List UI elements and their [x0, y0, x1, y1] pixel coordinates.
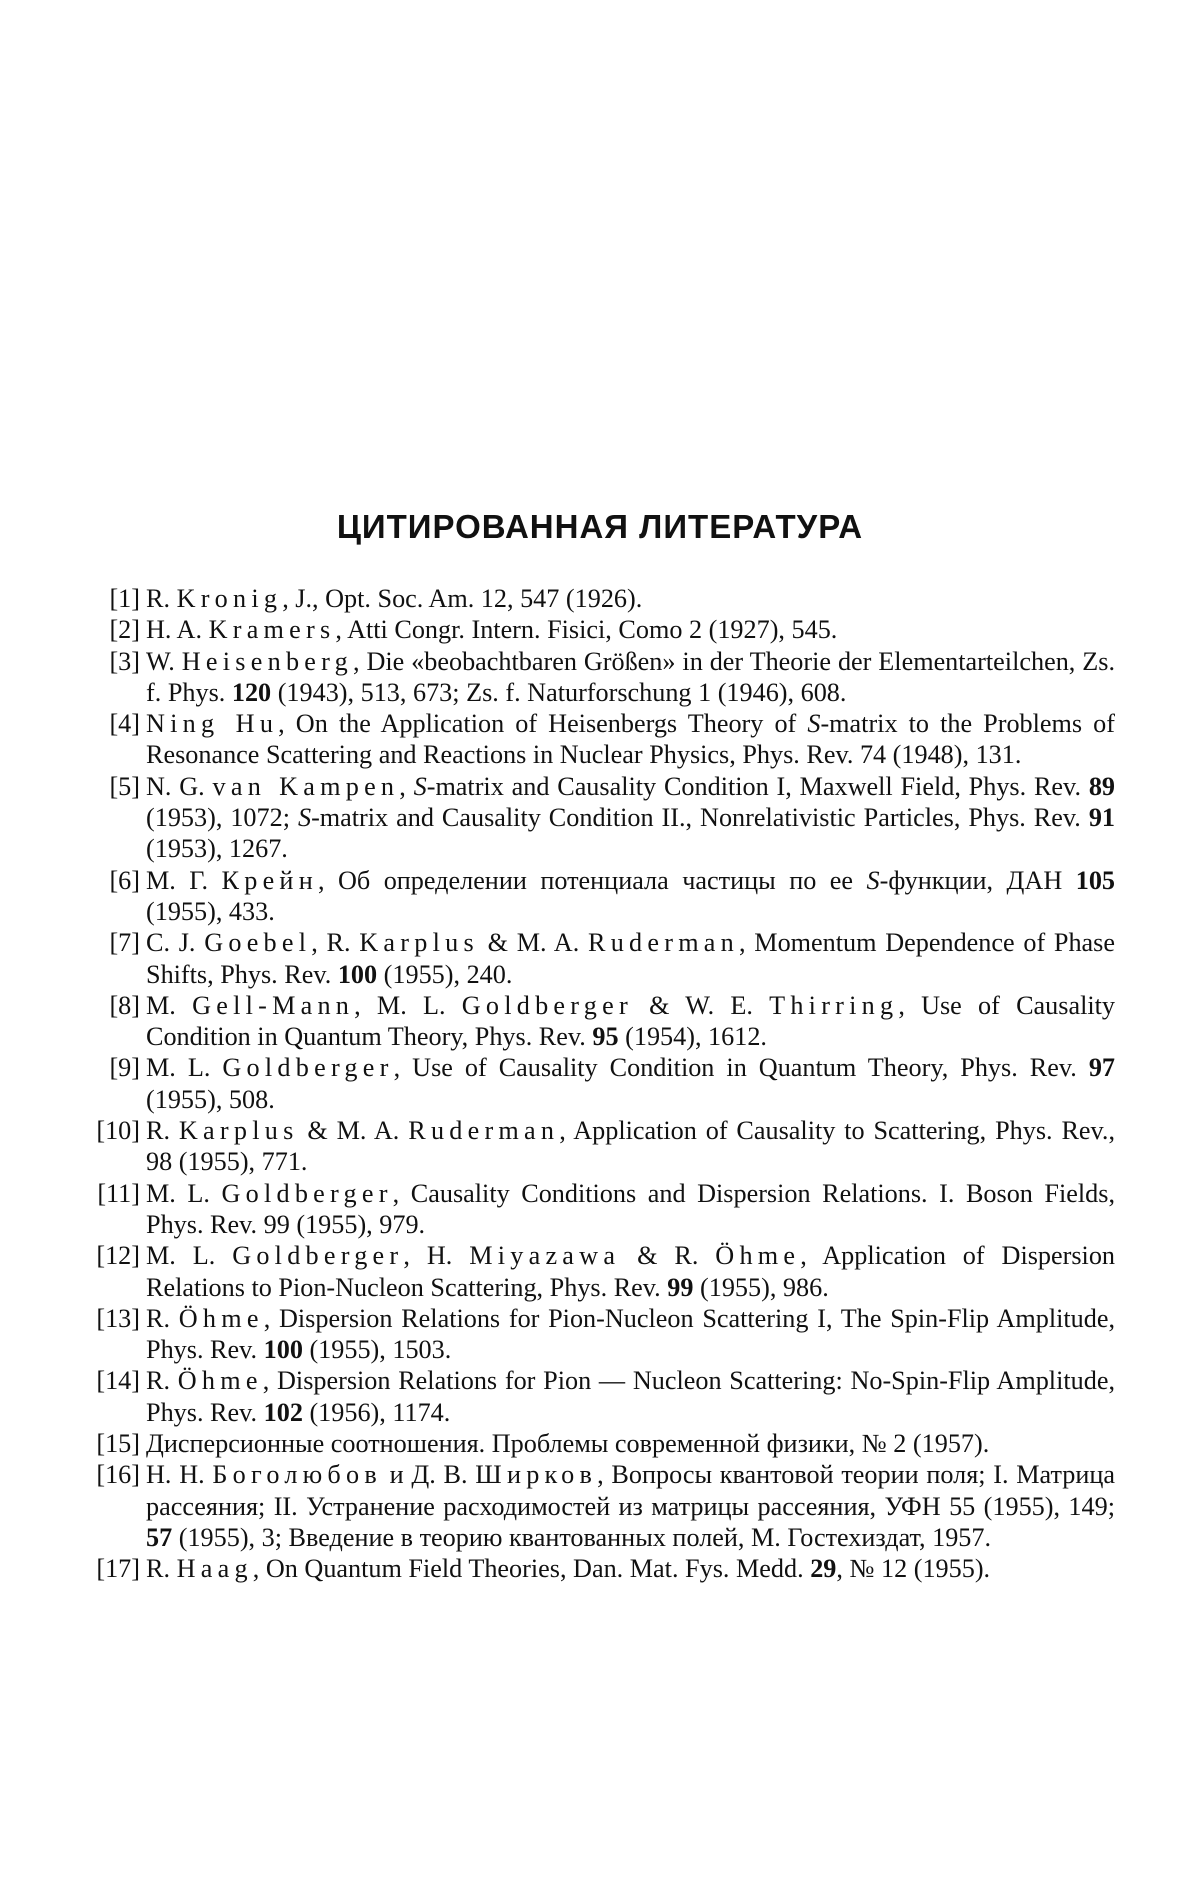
author-name: Goebel: [204, 928, 312, 958]
reference-item: [70, 1115, 1115, 1178]
author-name: Kramers: [208, 615, 336, 645]
reference-text: [146, 1460, 1115, 1552]
reference-number: [1]: [109, 584, 140, 613]
reference-text-part: & M. A.: [298, 1116, 409, 1146]
volume-number: 120: [231, 677, 272, 707]
reference-text-part: M. L.: [146, 1178, 222, 1208]
reference-item: [70, 614, 1115, 645]
reference-text-part: N. G.: [146, 771, 213, 801]
reference-text-part: , Use of Causality Condition in Quantum Theory, Phys. Rev.: [393, 1053, 1089, 1083]
author-name: Heisenberg: [181, 646, 353, 676]
reference-item: [70, 990, 1115, 1053]
reference-text-part: М. Г.: [146, 865, 222, 895]
reference-text-part: S: [807, 709, 821, 739]
author-name: Goldberger: [461, 990, 633, 1020]
reference-text-part: (1953), 1267.: [146, 834, 288, 864]
reference-item: [70, 927, 1115, 990]
reference-item: [70, 646, 1115, 709]
reference-number: [12]: [96, 1241, 140, 1271]
reference-text-part: Дисперсионные соотношения. Проблемы современной физики, № 2 (1957).: [146, 1429, 990, 1459]
reference-text: [146, 584, 642, 613]
author-name: Haag: [176, 1554, 253, 1584]
reference-item: [70, 1240, 1115, 1303]
reference-item: [70, 1178, 1115, 1241]
reference-text-part: S: [297, 803, 312, 833]
reference-text: [146, 1366, 1115, 1426]
reference-text-part: , Dispersion Relations for Pion-Nucleon Scattering I, The Spin-Flip Amplitude, Phys. Rev.: [146, 1303, 1115, 1365]
reference-number: [16]: [96, 1460, 140, 1490]
author-name: Ruderman: [408, 1116, 560, 1146]
author-name: Ruderman: [588, 928, 740, 958]
reference-item: [70, 583, 1115, 614]
reference-number: [17]: [96, 1554, 140, 1584]
reference-number: [6]: [109, 865, 140, 895]
reference-item: [70, 1553, 1115, 1584]
reference-text-part: -matrix to the Problems of Resonance Scattering and Reactions in Nuclear Physics, Phys. Rev. 74 (1948), 131.: [146, 709, 1115, 770]
author-name: Karplus: [178, 1116, 299, 1146]
volume-number: 29: [810, 1554, 837, 1584]
reference-text-part: , Die «beobachtbaren Größen» in der Theorie der Elementarteilchen, Zs. f. Phys.: [146, 646, 1115, 707]
author-name: Thirring: [769, 990, 899, 1020]
reference-text-part: & M. A.: [478, 928, 588, 958]
reference-text-part: H. A.: [146, 615, 209, 645]
reference-text-part: S: [866, 865, 880, 895]
volume-number: 100: [263, 1335, 303, 1365]
reference-text: [146, 772, 1115, 864]
reference-number: [4]: [109, 709, 140, 739]
author-name: Karplus: [359, 928, 479, 958]
reference-text-part: , Momentum Dependence of Phase Shifts, Phys. Rev.: [146, 928, 1115, 989]
volume-number: 97: [1088, 1053, 1115, 1083]
reference-text-part: -функции, ДАН: [879, 865, 1076, 895]
reference-text-part: , On Quantum Field Theories, Dan. Mat. Fys. Medd.: [252, 1554, 811, 1584]
reference-number: [2]: [109, 615, 140, 645]
volume-number: 99: [667, 1272, 694, 1302]
author-name: Öhme: [715, 1241, 801, 1271]
author-name: Боголюбов: [212, 1460, 382, 1490]
reference-text-part: ,: [399, 771, 414, 801]
reference-text-part: R.: [146, 584, 177, 613]
reference-text-part: (1953), 1072;: [146, 803, 298, 833]
reference-text-part: W.: [146, 646, 182, 676]
reference-text: [146, 1116, 1115, 1176]
reference-text-part: , Atti Congr. Intern. Fisici, Como 2 (1927), 545.: [335, 615, 838, 645]
author-name: Öhme: [178, 1303, 264, 1333]
reference-text-part: M. L.: [146, 1241, 233, 1271]
reference-text-part: R.: [146, 1303, 179, 1333]
reference-number: [5]: [109, 771, 140, 801]
author-name: van Kampen: [212, 771, 400, 801]
reference-text-part: S: [413, 771, 427, 801]
reference-text-part: (1954), 1612.: [618, 1022, 767, 1052]
reference-number: [15]: [96, 1429, 140, 1459]
reference-text-part: R.: [146, 1366, 178, 1396]
reference-item: [70, 1459, 1115, 1553]
reference-text-part: (1955), 240.: [377, 959, 513, 989]
reference-number: [3]: [109, 646, 140, 676]
reference-number: [7]: [109, 928, 140, 958]
reference-number: [11]: [97, 1178, 140, 1208]
reference-text: [146, 615, 837, 644]
volume-number: 91: [1088, 803, 1115, 833]
reference-text-part: , Dispersion Relations for Pion — Nucleon Scattering: No-Spin-Flip Amplitude, Phys. Rev.: [146, 1366, 1115, 1427]
reference-text-part: , On the Application of Heisenbergs Theory of: [278, 709, 808, 739]
reference-text: [146, 709, 1115, 769]
author-name: Öhme: [177, 1366, 263, 1396]
author-name: Goldberger: [222, 1053, 394, 1083]
reference-text-part: , Об определении потенциала частицы по ее: [317, 865, 867, 895]
page-title: ЦИТИРОВАННАЯ ЛИТЕРАТУРА: [336, 508, 864, 545]
reference-text-part: , Application of Dispersion Relations to Pion-Nucleon Scattering, Phys. Rev.: [146, 1241, 1116, 1302]
reference-text-part: (1955), 986.: [693, 1272, 829, 1302]
reference-text-part: (1956), 1174.: [302, 1397, 451, 1427]
reference-text-part: R.: [146, 1554, 177, 1584]
reference-text-part: & W. E.: [632, 990, 770, 1020]
reference-text: [146, 1429, 989, 1458]
reference-text-part: (1955), 433.: [146, 896, 275, 926]
author-name: Ning Hu: [146, 709, 279, 739]
reference-text-part: M. L.: [146, 1053, 223, 1083]
reference-text-part: & R.: [620, 1241, 716, 1271]
volume-number: 100: [337, 959, 378, 989]
reference-item: [70, 1428, 1115, 1459]
reference-text-part: (1955), 508.: [146, 1084, 275, 1114]
reference-text-part: , M. L.: [354, 990, 462, 1020]
reference-text-part: (1943), 513, 673; Zs. f. Naturforschung 1 (1946), 608.: [271, 677, 847, 707]
reference-text: [146, 928, 1115, 988]
reference-item: [70, 1052, 1115, 1115]
reference-text-part: C. J.: [146, 928, 205, 958]
reference-text-part: (1955), 3; Введение в теорию квантованных полей, М. Гостехиздат, 1957.: [172, 1522, 992, 1552]
reference-text-part: Н. Н.: [146, 1460, 213, 1490]
reference-text-part: (1955), 1503.: [302, 1335, 452, 1365]
reference-item: [70, 771, 1115, 865]
volume-number: 95: [592, 1022, 619, 1052]
reference-number: [14]: [96, 1366, 140, 1396]
reference-text-part: R.: [146, 1116, 179, 1146]
reference-text-part: -matrix and Causality Condition II., Nonrelativistic Particles, Phys. Rev.: [311, 803, 1089, 833]
author-name: Goldberger: [232, 1241, 404, 1271]
reference-text-part: , R.: [311, 928, 360, 958]
author-name: Ширков: [475, 1460, 598, 1490]
reference-text: [146, 1554, 990, 1583]
reference-text: [146, 991, 1115, 1051]
reference-text-part: , Use of Causality Condition in Quantum Theory, Phys. Rev.: [146, 990, 1115, 1052]
reference-text-part: , H.: [403, 1241, 470, 1271]
reference-number: [8]: [109, 990, 140, 1020]
author-name: Goldberger: [221, 1178, 393, 1208]
author-name: Miyazawa: [469, 1241, 621, 1271]
volume-number: 102: [263, 1397, 303, 1427]
author-name: Крейн: [221, 865, 318, 895]
reference-text-part: , J., Opt. Soc. Am. 12, 547 (1926).: [282, 584, 643, 613]
reference-text-part: и Д. В.: [381, 1460, 476, 1490]
reference-text: [146, 1179, 1115, 1239]
reference-number: [9]: [109, 1053, 140, 1083]
volume-number: 89: [1088, 771, 1115, 801]
reference-item: [70, 865, 1115, 928]
reference-text: [146, 647, 1115, 707]
reference-number: [13]: [96, 1303, 140, 1333]
reference-text: [146, 1053, 1115, 1113]
author-name: Kronig: [176, 584, 283, 613]
author-name: Gell-Mann: [192, 990, 355, 1020]
reference-number: [10]: [96, 1116, 140, 1146]
reference-text-part: , Causality Conditions and Dispersion Relations. I. Boson Fields, Phys. Rev. 99 (1955), 979.: [146, 1178, 1116, 1239]
reference-text: [146, 1241, 1115, 1301]
reference-text-part: , Application of Causality to Scattering, Phys. Rev., 98 (1955), 771.: [146, 1116, 1116, 1177]
reference-text-part: -matrix and Causality Condition I, Maxwell Field, Phys. Rev.: [426, 771, 1089, 801]
reference-text-part: , Вопросы квантовой теории поля; I. Матрица рассеяния; II. Устранение расходимостей из матрицы рассеяния, УФН 55 (1955), 149;: [146, 1460, 1115, 1521]
reference-text: [146, 1304, 1115, 1364]
volume-number: 105: [1075, 865, 1115, 895]
volume-number: 57: [146, 1522, 173, 1552]
reference-item: [70, 1303, 1115, 1366]
reference-text-part: , № 12 (1955).: [836, 1554, 991, 1584]
reference-item: [70, 1365, 1115, 1428]
reference-text-part: M.: [146, 990, 193, 1020]
reference-item: [70, 708, 1115, 771]
reference-text: [146, 866, 1115, 926]
reference-list: [70, 583, 1115, 1585]
